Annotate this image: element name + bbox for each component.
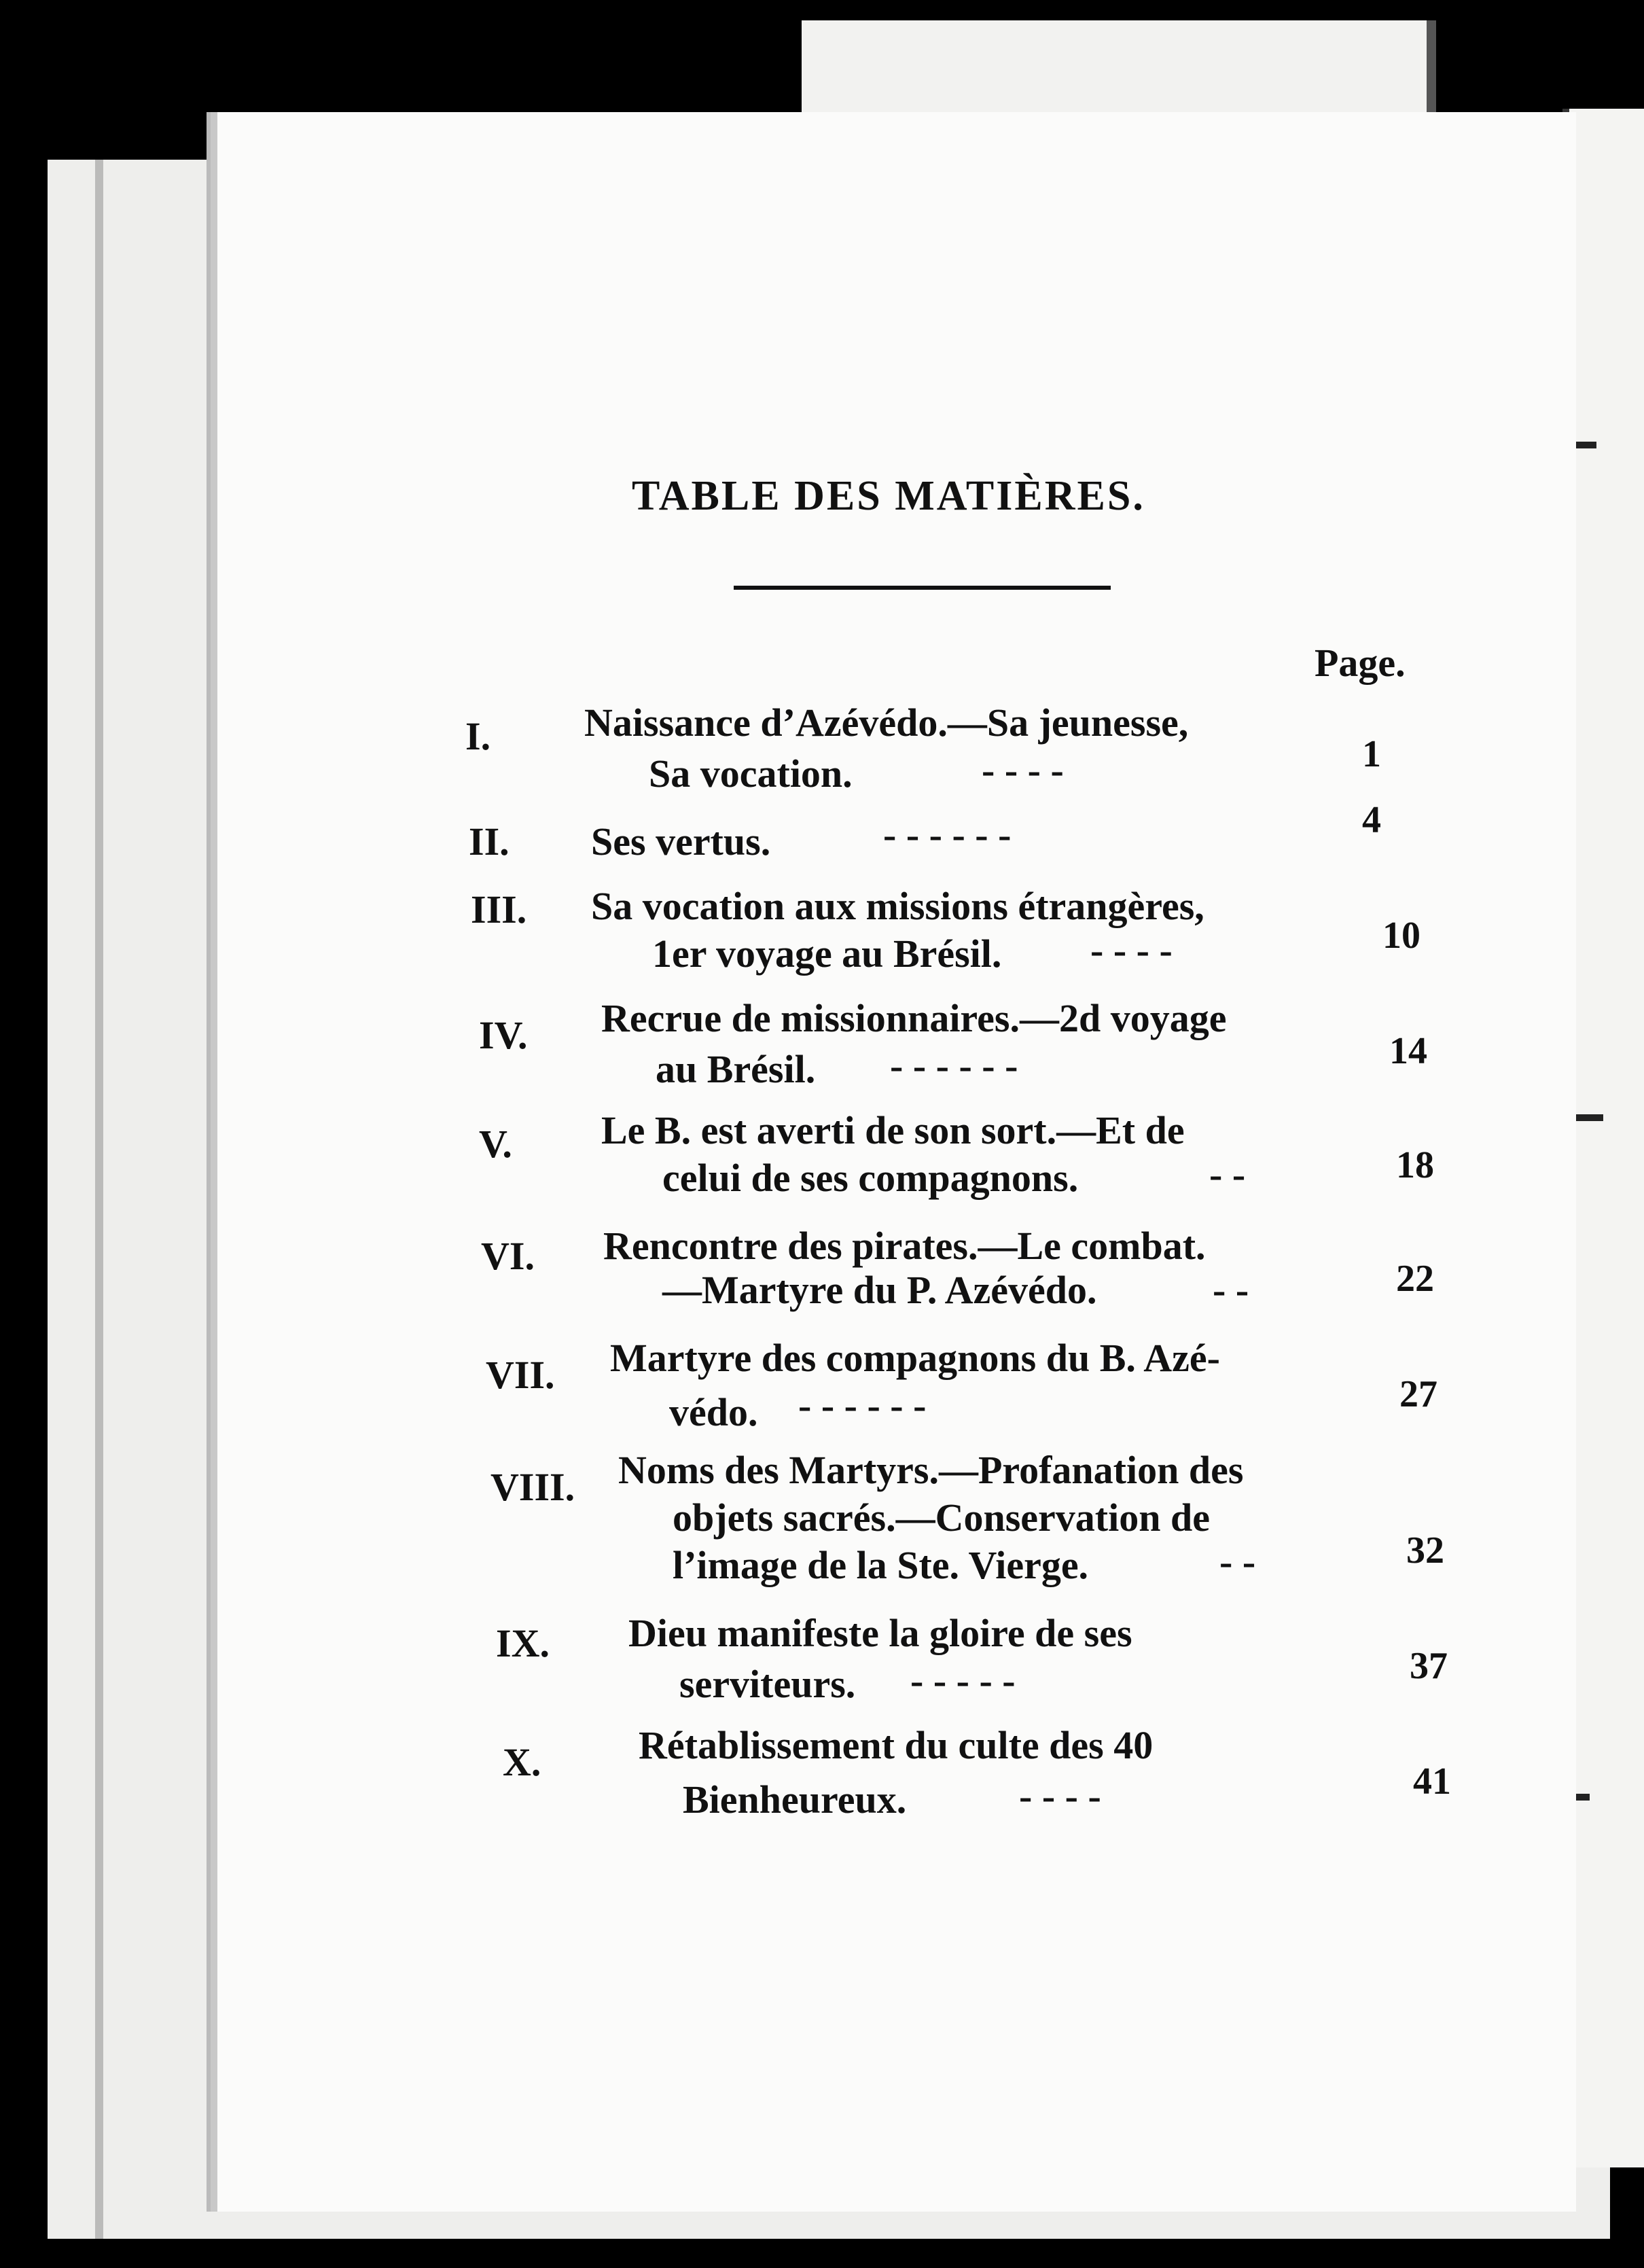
chapter-number: II.: [469, 819, 510, 864]
chapter-title-line: l’image de la Ste. Vierge.: [673, 1543, 1089, 1587]
chapter-number: X.: [503, 1740, 541, 1784]
page-number: 27: [1399, 1373, 1437, 1415]
chapter-title-line: serviteurs.: [679, 1662, 856, 1706]
chapter-number: VI.: [481, 1234, 535, 1278]
chapter-title-line: Rétablissement du culte des 40: [639, 1723, 1154, 1767]
leader-dots: - - - -: [1090, 928, 1173, 972]
chapter-title-line: Recrue de missionnaires.—2d voyage: [601, 996, 1227, 1040]
leader-dots: - - - - - -: [883, 813, 1012, 857]
page-number: 4: [1362, 799, 1381, 841]
chapter-title-line: Sa vocation aux missions étrangères,: [591, 884, 1204, 928]
title-rule: [734, 586, 1111, 590]
leader-dots: - - - -: [982, 748, 1064, 792]
leader-dots: - - - -: [1019, 1774, 1101, 1818]
chapter-number: IV.: [479, 1013, 528, 1057]
page-number: 37: [1410, 1645, 1448, 1687]
page-number: 22: [1396, 1258, 1434, 1300]
chapter-title-line: Sa vocation.: [649, 751, 853, 796]
chapter-title-line: objets sacrés.—Conservation de: [673, 1495, 1210, 1540]
leader-dots: - - - - - -: [890, 1044, 1018, 1088]
chapter-number: VIII.: [490, 1465, 575, 1509]
back-page-top-edge: [802, 20, 1436, 122]
chapter-number: VII.: [486, 1353, 555, 1397]
chapter-title-line: Le B. est averti de son sort.—Et de: [601, 1108, 1185, 1152]
page-number: 1: [1362, 733, 1381, 775]
chapter-title-line: Rencontre des pirates.—Le combat.: [603, 1224, 1206, 1268]
chapter-number: III.: [471, 887, 527, 932]
chapter-title-line: Dieu manifeste la gloire de ses: [628, 1611, 1132, 1655]
chapter-title-line: —Martyre du P. Azévédo.: [662, 1268, 1097, 1312]
leader-dots: - -: [1209, 1152, 1246, 1197]
page-number: 41: [1413, 1760, 1451, 1803]
page-title: TABLE DES MATIÈRES.: [632, 473, 1145, 519]
page-number: 10: [1382, 915, 1420, 957]
chapter-title-line: védo.: [669, 1390, 758, 1434]
leader-dots: - -: [1213, 1268, 1249, 1312]
back-page-fold: [95, 160, 103, 2239]
chapter-title-line: 1er voyage au Brésil.: [652, 932, 1002, 976]
chapter-title-line: Naissance d’Azévédo.—Sa jeunesse,: [584, 701, 1189, 745]
chapter-number: I.: [465, 714, 491, 758]
chapter-title-line: celui de ses compagnons.: [662, 1156, 1079, 1200]
leader-dots: - - - - - -: [798, 1383, 927, 1428]
chapter-title-line: Martyre des compagnons du B. Azé-: [610, 1336, 1220, 1380]
page-left-edge: [211, 112, 217, 2212]
leader-dots: - - - - -: [910, 1659, 1016, 1703]
chapter-title-line: Bienheureux.: [683, 1777, 907, 1822]
chapter-number: IX.: [496, 1621, 550, 1665]
page-number: 18: [1396, 1144, 1434, 1186]
page-number: 32: [1406, 1529, 1444, 1572]
chapter-title-line: au Brésil.: [656, 1047, 816, 1091]
page-number: 14: [1389, 1030, 1427, 1072]
leader-dots: - -: [1219, 1540, 1256, 1584]
chapter-title-line: Ses vertus.: [591, 819, 771, 864]
chapter-title-line: Noms des Martyrs.—Profanation des: [618, 1448, 1244, 1492]
chapter-number: V.: [479, 1122, 512, 1166]
page-column-header: Page.: [1315, 641, 1406, 685]
